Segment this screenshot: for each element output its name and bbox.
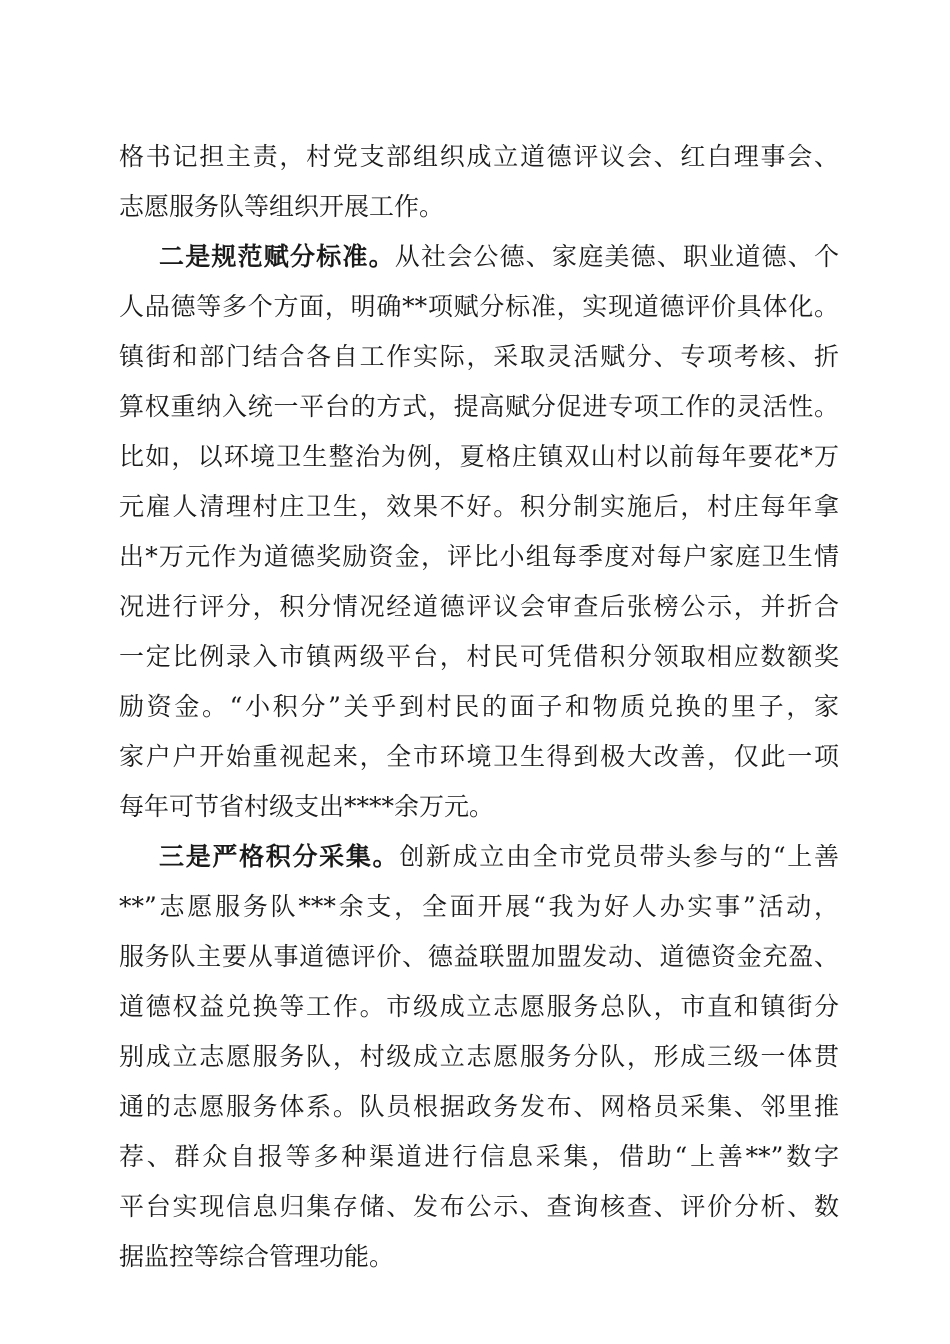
text-line: 比如，以环境卫生整治为例，夏格庄镇双山村以前每年要花*万 (119, 442, 839, 471)
text-line: 一定比例录入市镇两级平台，村民可凭借积分领取相应数额奖 (119, 642, 839, 671)
paragraph-heading-line (159, 837, 839, 877)
text-line: 出*万元作为道德奖励资金，评比小组每季度对每户家庭卫生情 (119, 542, 839, 571)
text-line: 况进行评分，积分情况经道德评议会审查后张榜公示，并折合 (119, 592, 839, 621)
text-line: 每年可节省村级支出****余万元。 (119, 792, 495, 821)
text-line: **”志愿服务队***余支，全面开展“我为好人办实事”活动， (119, 892, 839, 921)
text-line: 镇街和部门结合各自工作实际，采取灵活赋分、专项考核、折 (119, 342, 839, 371)
text-line: 元雇人清理村庄卫生，效果不好。积分制实施后，村庄每年拿 (119, 492, 839, 521)
text-line: 据监控等综合管理功能。 (119, 1242, 395, 1271)
text-line: 别成立志愿服务队，村级成立志愿服务分队，形成三级一体贯 (119, 1042, 839, 1071)
paragraph-text: 创新成立由全市党员带头参与的“上善 (399, 842, 839, 871)
paragraph-lead: 三是严格积分采集。 (159, 842, 400, 871)
paragraph-lead: 二是规范赋分标准。 (159, 242, 395, 271)
text-line: 人品德等多个方面，明确**项赋分标准，实现道德评价具体化。 (119, 292, 839, 321)
text-line: 服务队主要从事道德评价、德益联盟加盟发动、道德资金充盈、 (119, 942, 839, 971)
paragraph-text: 从社会公德、家庭美德、职业道德、个 (394, 242, 839, 271)
text-line: 励资金。“小积分”关乎到村民的面子和物质兑换的里子，家 (119, 692, 839, 721)
text-line: 家户户开始重视起来，全市环境卫生得到极大改善，仅此一项 (119, 742, 839, 771)
text-line: 荐、群众自报等多种渠道进行信息采集，借助“上善**”数字 (119, 1142, 839, 1171)
text-line: 道德权益兑换等工作。市级成立志愿服务总队，市直和镇街分 (119, 992, 839, 1021)
text-line: 算权重纳入统一平台的方式，提高赋分促进专项工作的灵活性。 (119, 392, 839, 421)
text-line: 志愿服务队等组织开展工作。 (119, 192, 445, 221)
text-line: 平台实现信息归集存储、发布公示、查询核查、评价分析、数 (119, 1192, 839, 1221)
text-line: 通的志愿服务体系。队员根据政务发布、网格员采集、邻里推 (119, 1092, 839, 1121)
text-line: 格书记担主责，村党支部组织成立道德评议会、红白理事会、 (119, 142, 839, 171)
paragraph-heading-line (159, 237, 839, 277)
